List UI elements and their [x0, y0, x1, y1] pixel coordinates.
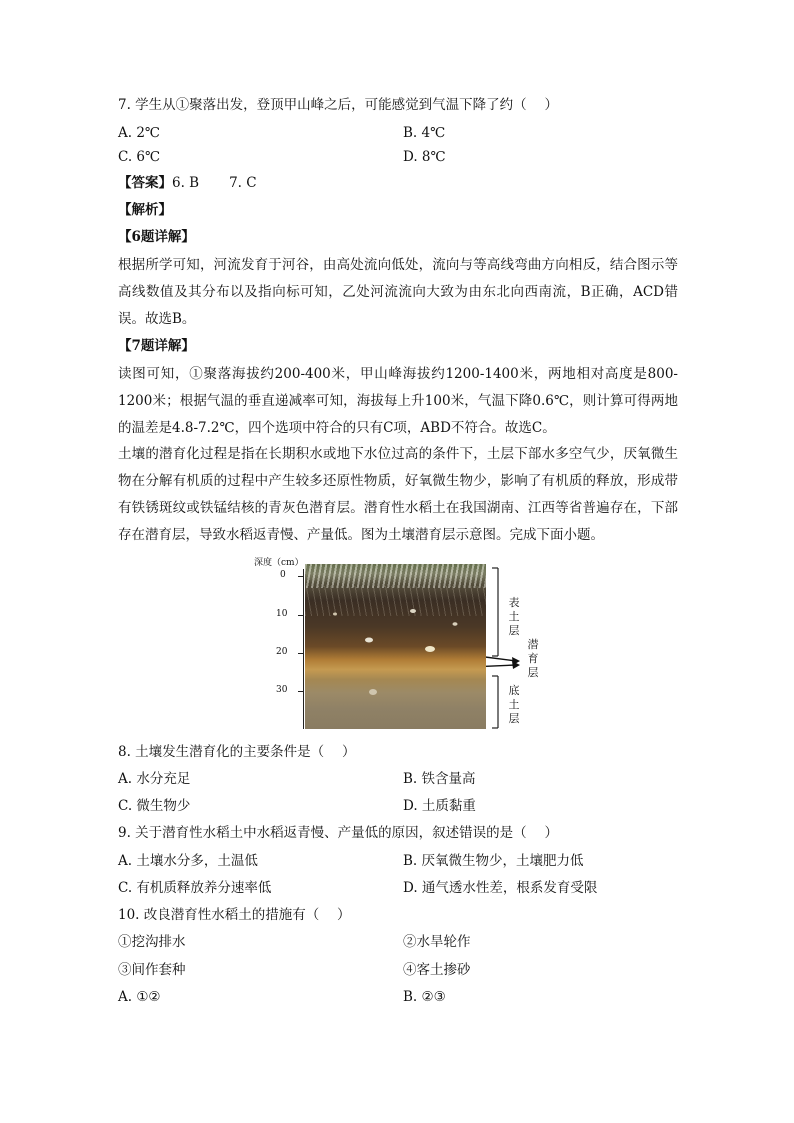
depth-axis-label: 深度（cm）	[254, 558, 304, 568]
stones-overlay	[305, 564, 486, 729]
soil-photo	[305, 564, 486, 729]
q7-stem: 7. 学生从①聚落出发，登顶甲山峰之后，可能感觉到气温下降了约（ ）	[118, 97, 558, 113]
detail6-text: 根据所学可知，河流发育于河谷，由高处流向低处，流向与等高线弯曲方向相反，结合图示等高线数值及其分布以及指向标可知，乙处河流流向大致为由东北向西南流，B正确，ACD错误。故选B。	[118, 257, 678, 327]
tick-20	[298, 653, 304, 654]
answer-label: 【答案】	[118, 175, 172, 191]
detail7-label: 【7题详解】	[118, 338, 195, 354]
q7-option-b: B. 4℃	[403, 125, 446, 141]
layer-gley-label: 潜育层	[527, 638, 539, 679]
tick-label-30: 30	[276, 685, 288, 695]
q8-stem: 8. 土壤发生潜育化的主要条件是（ ）	[118, 744, 356, 760]
soil-profile-figure	[250, 556, 550, 734]
q10-item-2: ②水旱轮作	[403, 934, 471, 950]
q8-option-d: D. 土质黏重	[403, 798, 476, 814]
q9-option-c: C. 有机质释放养分速率低	[118, 880, 272, 896]
q7-option-c: C. 6℃	[118, 149, 161, 165]
passage-text: 土壤的潜育化过程是指在长期积水或地下水位过高的条件下，土层下部水多空气少，厌氧微生物在分解有机质的过程中产生较多还原性物质，好氧微生物少，影响了有机质的释放，形成带有铁锈斑纹或铁锰结核的青灰色潜育层。潜育性水稻土在我国湖南、江西等省普遍存在，下部存在潜育层，导致水稻返青慢、产量低。图为土壤潜育层示意图。完成下面小题。	[118, 446, 678, 543]
answer-line	[118, 174, 257, 192]
tick-0	[298, 576, 304, 577]
detail7-text: 读图可知，①聚落海拔约200-400米，甲山峰海拔约1200-1400米，两地相对高度是800-1200米；根据气温的垂直递减率可知，海拔每上升100米，气温下降0.6℃，则计算可得两地的温差是4.8-7.2℃，四个选项中符合的只有C项，ABD不符合。故选C。	[118, 366, 678, 436]
tick-label-20: 20	[276, 647, 288, 657]
q9-option-d: D. 通气透水性差，根系发育受限	[403, 880, 598, 896]
layer-bottom-label: 底土层	[508, 684, 520, 725]
tick-label-10: 10	[276, 609, 288, 619]
q9-stem: 9. 关于潜育性水稻土中水稻返青慢、产量低的原因，叙述错误的是（ ）	[118, 825, 558, 841]
analysis-label: 【解析】	[118, 202, 172, 218]
q7-option-a: A. 2℃	[118, 125, 161, 141]
layer-top-label: 表土层	[508, 596, 520, 637]
q10-stem: 10. 改良潜育性水稻土的措施有（ ）	[118, 907, 351, 923]
q10-item-1: ①挖沟排水	[118, 934, 186, 950]
q9-option-b: B. 厌氧微生物少，土壤肥力低	[403, 853, 584, 869]
q8-option-b: B. 铁含量高	[403, 771, 476, 787]
q10-item-4: ④客土掺砂	[403, 962, 471, 978]
tick-30	[298, 691, 304, 692]
q7-option-d: D. 8℃	[403, 149, 446, 165]
answer-6: 6. B	[172, 175, 200, 191]
answer-7: 7. C	[229, 175, 257, 191]
q8-option-c: C. 微生物少	[118, 798, 191, 814]
detail6-label: 【6题详解】	[118, 229, 195, 245]
tick-label-0: 0	[280, 570, 286, 580]
q10-option-b: B. ②③	[403, 989, 446, 1005]
q10-item-3: ③间作套种	[118, 962, 186, 978]
q8-option-a: A. 水分充足	[118, 771, 191, 787]
q9-option-a: A. 土壤水分多，土温低	[118, 853, 258, 869]
q10-option-a: A. ①②	[118, 989, 161, 1005]
tick-10	[298, 615, 304, 616]
depth-axis	[303, 569, 304, 729]
